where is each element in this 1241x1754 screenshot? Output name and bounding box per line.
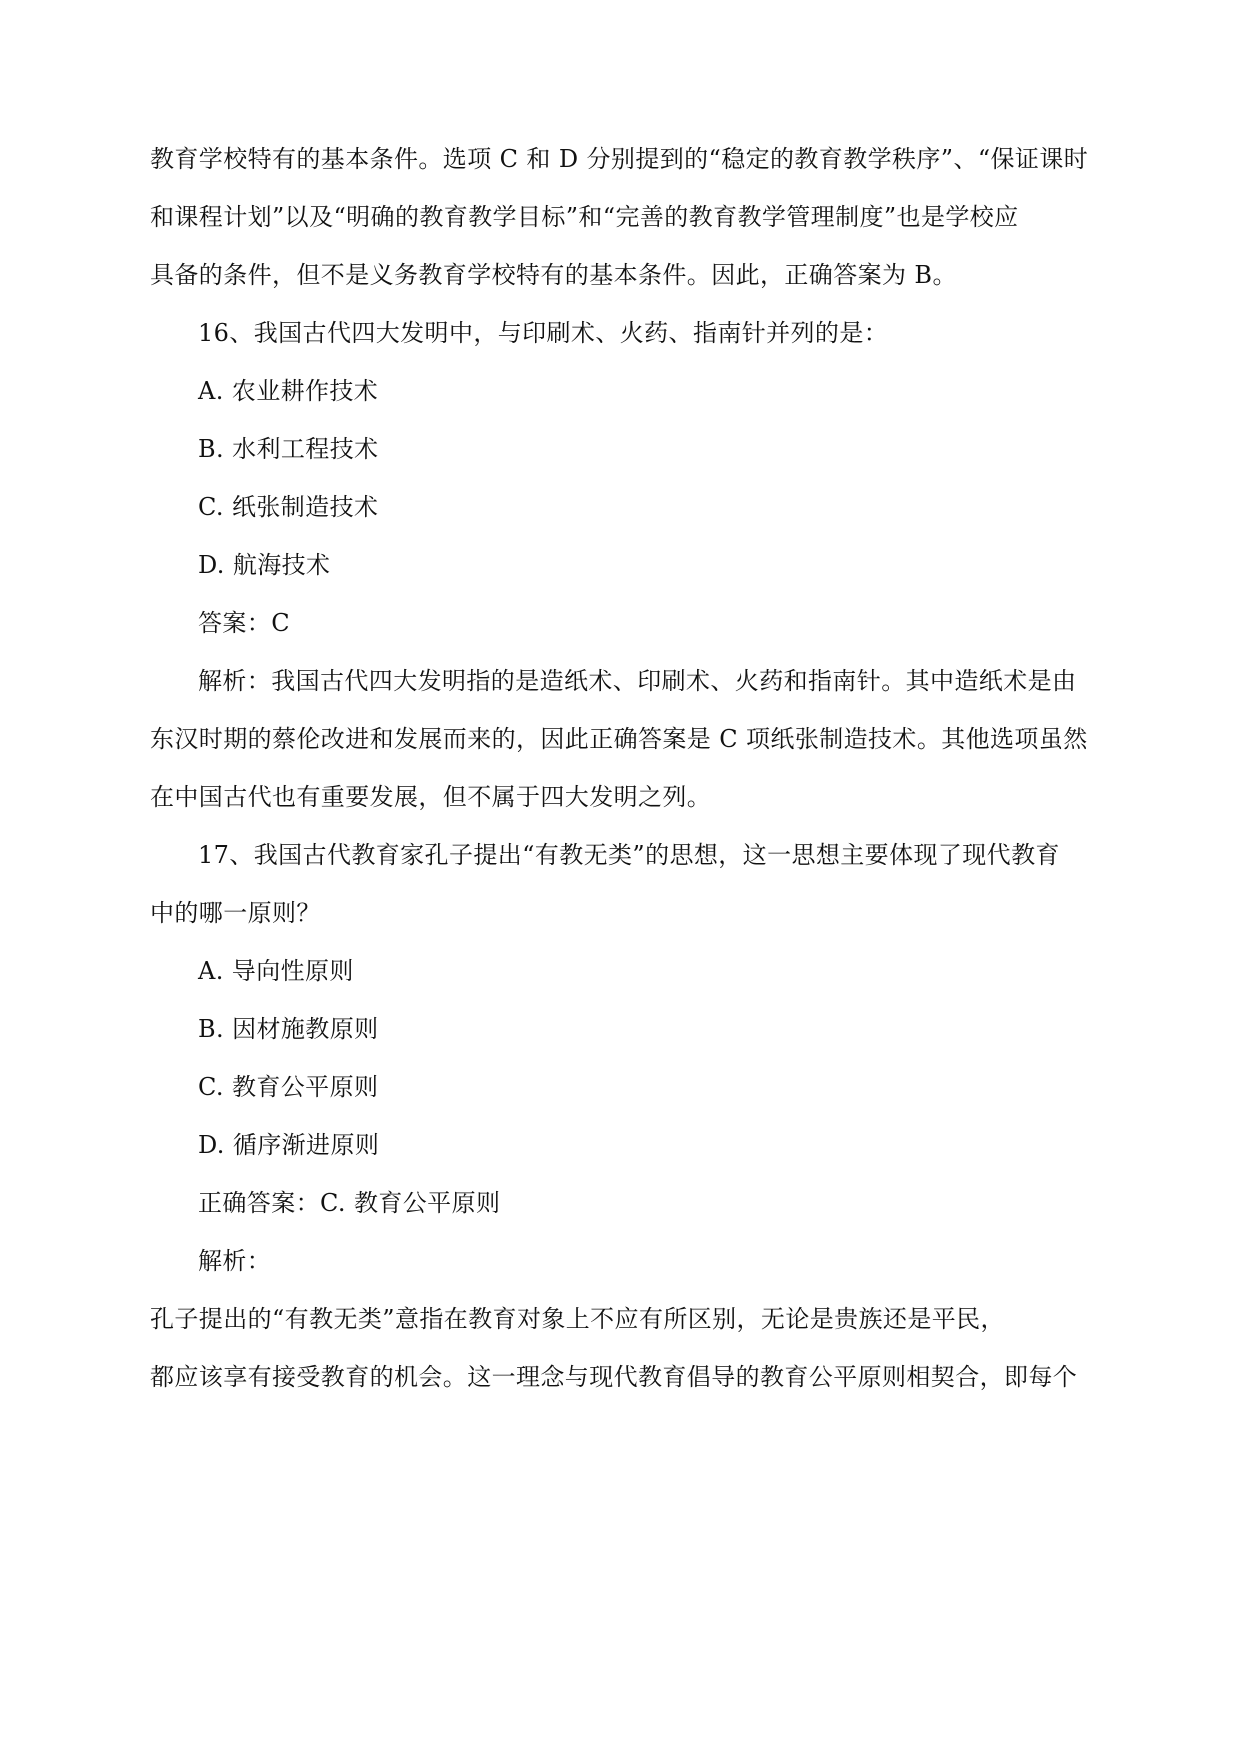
answer: 答案：C <box>198 609 290 637</box>
option-d: D. 航海技术 <box>198 551 331 579</box>
correct-answer: 正确答案：C. 教育公平原则 <box>198 1189 501 1217</box>
explanation-line: 都应该享有接受教育的机会。这一理念与现代教育倡导的教育公平原则相契合，即每个 <box>150 1363 1078 1391</box>
option-c: C. 纸张制造技术 <box>198 493 379 521</box>
option-a: A. 农业耕作技术 <box>198 377 379 405</box>
paragraph-line: 和课程计划”以及“明确的教育教学目标”和“完善的教育教学管理制度”也是学校应 <box>150 203 1019 231</box>
option-b: B. 因材施教原则 <box>198 1015 379 1043</box>
explanation-line: 在中国古代也有重要发展，但不属于四大发明之列。 <box>150 783 712 811</box>
question-16: 16、我国古代四大发明中，与印刷术、火药、指南针并列的是： <box>198 319 889 347</box>
explanation-line: 东汉时期的蔡伦改进和发展而来的，因此正确答案是 C 项纸张制造技术。其他选项虽然 <box>150 725 1088 753</box>
explanation-line: 解析：我国古代四大发明指的是造纸术、印刷术、火药和指南针。其中造纸术是由 <box>198 667 1077 695</box>
option-a: A. 导向性原则 <box>198 957 354 985</box>
option-d: D. 循序渐进原则 <box>198 1131 380 1159</box>
explanation-label: 解析： <box>198 1247 272 1275</box>
question-17-cont: 中的哪一原则？ <box>150 899 321 927</box>
option-c: C. 教育公平原则 <box>198 1073 379 1101</box>
option-b: B. 水利工程技术 <box>198 435 379 463</box>
question-17: 17、我国古代教育家孔子提出“有教无类”的思想，这一思想主要体现了现代教育 <box>198 841 1060 869</box>
explanation-line: 孔子提出的“有教无类”意指在教育对象上不应有所区别，无论是贵族还是平民， <box>150 1305 1005 1333</box>
paragraph-line: 教育学校特有的基本条件。选项 C 和 D 分别提到的“稳定的教育教学秩序”、“保证课时 <box>150 145 1089 173</box>
paragraph-line: 具备的条件，但不是义务教育学校特有的基本条件。因此，正确答案为 B。 <box>150 261 957 289</box>
